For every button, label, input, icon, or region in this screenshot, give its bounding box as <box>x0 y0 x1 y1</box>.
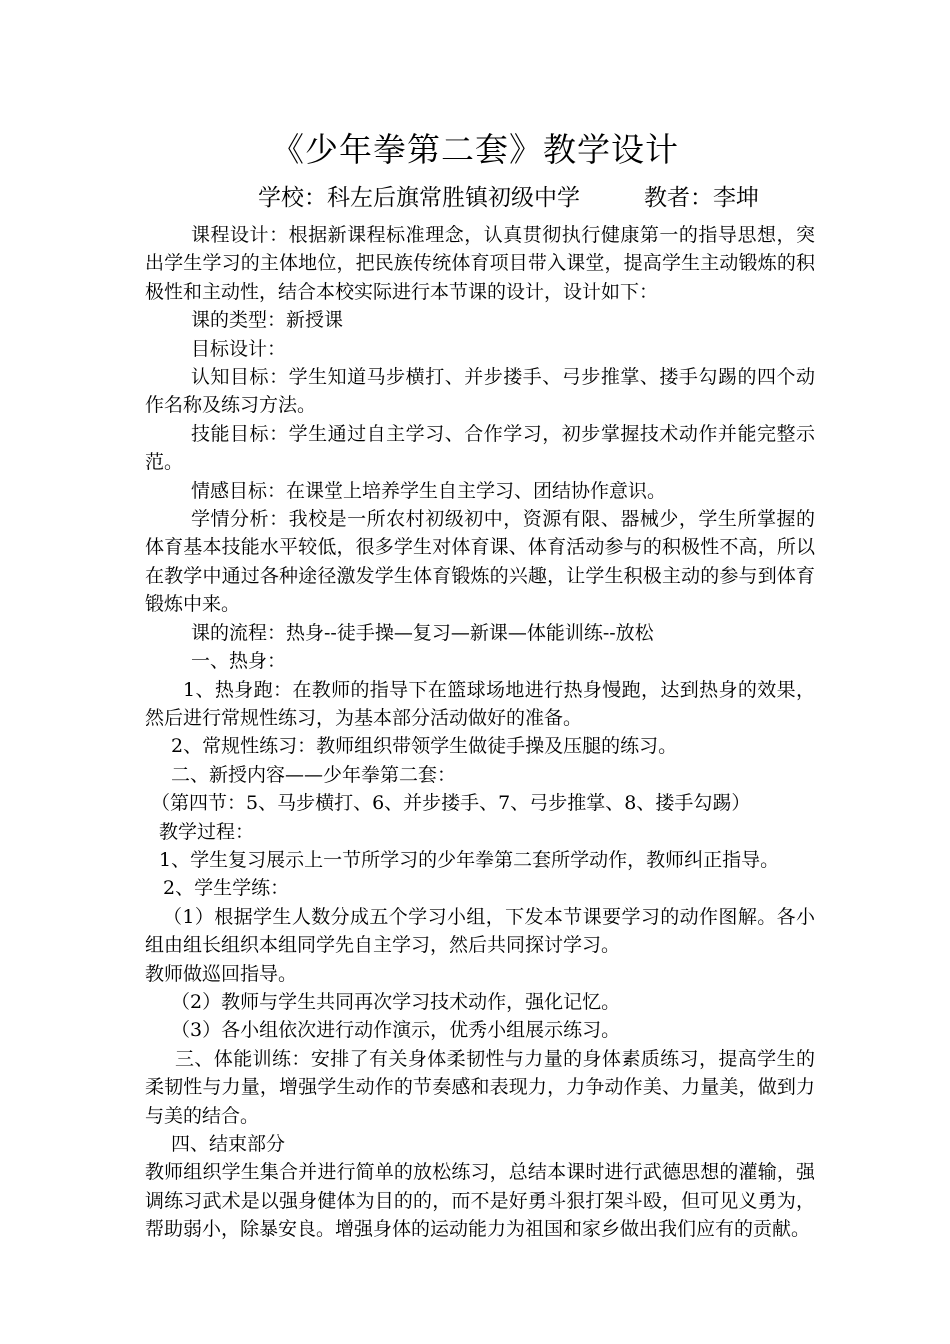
paragraph-group-demo: （3）各小组依次进行动作演示，优秀小组展示练习。 <box>171 1019 621 1042</box>
section-heading-new-content: 二、新授内容——少年拳第二套： <box>171 763 457 786</box>
paragraph-fitness-training: 三、体能训练：安排了有关身体柔韧性与力量的身体素质练习，提高学生的柔韧性与力量，增强学生动作的节奏感和表现力，力争动作美、力量美，做到力与美的结合。 <box>145 1047 815 1127</box>
paragraph-teaching-process: 教学过程： <box>159 820 255 843</box>
paragraph-skill-goal: 技能目标：学生通过自主学习、合作学习，初步掌握技术动作并能完整示范。 <box>145 422 815 474</box>
paragraph-lesson-flow: 课的流程：热身--徒手操—复习—新课—体能训练--放松 <box>191 621 654 644</box>
paragraph-cognitive-goal: 认知目标：学生知道马步横打、并步搂手、弓步推掌、搂手勾踢的四个动作名称及练习方法。 <box>145 366 815 417</box>
byline <box>258 180 759 216</box>
paragraph-student-analysis: 学情分析：我校是一所农村初级初中，资源有限、器械少，学生所掌握的体育基本技能水平较低，很多学生对体育课、体育活动参与的积极性不高，所以在教学中通过各种途径激发学生体育锻炼的兴趣，让学生积极主动的参与到体育锻炼中来。 <box>145 508 815 616</box>
paragraph-section-four: （第四节：5、马步横打、6、并步搂手、7、弓步推掌、8、搂手勾踢） <box>151 792 751 815</box>
section-heading-ending: 四、结束部分 <box>171 1133 286 1155</box>
paragraph-teacher-guidance: 教师做巡回指导。 <box>145 962 298 985</box>
paragraph-ending: 教师组织学生集合并进行简单的放松练习，总结本课时进行武德思想的灌输，强调练习武术是以强身健体为目的的，而不是好勇斗狠打架斗殴，但可见义勇为，帮助弱小，除暴安良。增强身体的运动能力为祖国和家乡做出我们应有的贡献。 <box>145 1161 815 1241</box>
paragraph-review: 1、学生复习展示上一节所学习的少年拳第二套所学动作，教师纠正指导。 <box>159 848 780 871</box>
paragraph-routine-practice: 2、常规性练习：教师组织带领学生做徒手操及压腿的练习。 <box>171 735 678 758</box>
document-title: 《少年拳第二套》教学设计 <box>271 130 679 169</box>
paragraph-warmup-run: 1、热身跑：在教师的指导下在篮球场地进行热身慢跑，达到热身的效果，然后进行常规性练习，为基本部分活动做好的准备。 <box>145 678 815 729</box>
paragraph-lesson-type: 课的类型：新授课 <box>191 309 344 332</box>
teacher-name: 教者：李坤 <box>644 185 759 211</box>
paragraph-group-study: （1）根据学生人数分成五个学习小组，下发本节课要学习的动作图解。各小组由组长组织本组同学先自主学习，然后共同探讨学习。 <box>145 905 815 957</box>
section-heading-warmup: 一、热身： <box>191 650 287 673</box>
document-body <box>145 221 815 1244</box>
paragraph-course-design: 课程设计：根据新课程标准理念，认真贯彻执行健康第一的指导思想，突出学生学习的主体地位，把民族传统体育项目带入课堂，提高学生主动锻炼的积极性和主动性，结合本校实际进行本节课的设计，设计如下： <box>145 224 815 303</box>
paragraph-goal-design: 目标设计： <box>191 337 287 360</box>
paragraph-emotional-goal: 情感目标：在课堂上培养学生自主学习、团结协作意识。 <box>191 479 667 502</box>
paragraph-joint-study: （2）教师与学生共同再次学习技术动作，强化记忆。 <box>171 990 621 1013</box>
paragraph-student-practice: 2、学生学练： <box>163 877 290 900</box>
school-name: 学校：科左后旗常胜镇初级中学 <box>258 185 580 211</box>
